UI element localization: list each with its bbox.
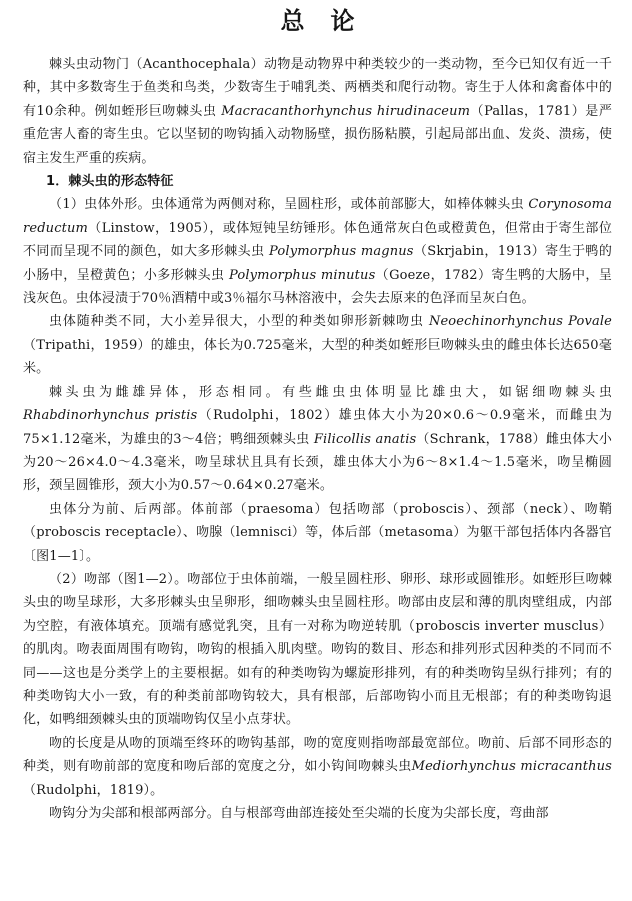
paragraph-proboscis-length (23, 732, 612, 802)
text-run: （Goeze，1782）寄生鸭的大肠中，呈浅灰色。虫体浸渍于70％酒精中或3％福尔马林溶液中，会失去原来的色泽而呈灰白色。 (23, 267, 612, 307)
text-run: （Pallas，1781）是严重危害人畜的寄生虫。它以坚韧的吻钩插入动物肠壁，损伤肠粘膜，引起局部出血、发炎、溃疡，使宿主发生严重的疾病。 (23, 103, 612, 166)
species-name: Corynosoma reductum (23, 197, 612, 236)
text-run: （1）虫体外形。虫体通常为两侧对称，呈圆柱形，或体前部膨大，如棒体棘头虫 (49, 197, 529, 213)
section-heading: 1．棘头虫的形态特征 (46, 174, 174, 190)
paragraph-body-shape (23, 193, 612, 310)
paragraph-hook-parts: 吻钩分为尖部和根部两部分。自与根部弯曲部连接处至尖端的长度为尖部长度，弯曲部 (49, 806, 549, 821)
text-run: 虫体随种类不同，大小差异很大，小型的种类如卵形新棘吻虫 (49, 314, 429, 330)
species-name: Rhabdinorhynchus pristis (23, 408, 198, 424)
paragraph-dioecious (23, 381, 612, 498)
page-title: 总论 (280, 7, 381, 35)
species-name: Macracanthorhynchus hirudinaceum (221, 103, 471, 119)
species-name: Polymorphus magnus (269, 244, 414, 260)
text-run: 棘头虫为雌雄异体，形态相同。有些雌虫虫体明显比雄虫大，如锯细吻棘头虫 (49, 384, 612, 400)
text-run: 吻的长度是从吻的顶端至终环的吻钩基部，吻的宽度则指吻部最宽部位。吻前、后部不同形态的种类，则有吻前部的宽度和吻后部的宽度之分，如小钩间吻棘头虫 (23, 735, 612, 775)
text-run: （Tripathi，1959）的雄虫，体长为0.725毫米，大型的种类如蛭形巨吻棘头虫的雌虫体长达650毫米。 (23, 337, 612, 377)
text-run: 棘头虫动物门（Acanthocephala）动物是动物界中种类较少的一类动物，至今已知仅有近一千种，其中多数寄生于鱼类和鸟类，少数寄生于哺乳类、两栖类和爬行动物。寄生于人体和禽畜体中的有10余种。例如蛭形巨吻棘头虫 (23, 57, 612, 119)
text-run: （Rudolphi，1819）。 (23, 782, 164, 798)
species-name: Neoechinorhynchus Povale (428, 314, 612, 330)
text-run: （Skrjabin，1913）寄生于鸭的小肠中，呈橙黄色；小多形棘头虫 (23, 244, 613, 283)
text-run: （Rudolphi，1802）雄虫体大小为20×0.6～0.9毫米，而雌虫为75×1.12毫米，为雄虫的3～4倍；鸭细颈棘头虫 (23, 408, 612, 447)
text-run: （Schrank，1788）雌虫体大小为20～26×4.0～4.3毫米，吻呈球状且具有长颈，雄虫体大小为6～8×1.4～1.5毫米，吻呈椭圆形，颈呈圆锥形，颈大小为0.57～0.64×0.27毫米。 (23, 431, 612, 494)
paragraph-body-parts: 虫体分为前、后两部。体前部（praesoma）包括吻部（proboscis）、颈部（neck）、吻鞘（proboscis receptacle）、吻腺（lemnisci）等，体后部（metasoma）为躯干部包括体内各器官〔图1—1〕。 (23, 501, 612, 564)
paragraph-proboscis: （2）吻部（图1—2）。吻部位于虫体前端，一般呈圆柱形、卵形、球形或圆锥形。如蛭形巨吻棘头虫的吻呈球形，大多形棘头虫呈卵形，细吻棘头虫呈圆柱形。吻部由皮层和薄的肌肉壁组成，内部为空腔，有液体填充。顶端有感觉乳突，且有一对称为吻逆转肌（proboscis inverter musclus）的肌肉。吻表面周围有吻钩，吻钩的根插入肌肉壁。吻钩的数目、形态和排列形式因种类的不同而不同——这也是分类学上的主要根据。如有的种类吻钩为螺旋形排列，有的种类吻钩呈纵行排列；有的种类吻钩大小一致，有的种类前部吻钩较大，具有根部，后部吻钩小而且无根部；有的种类吻钩退化，如鸭细颈棘头虫的顶端吻钩仅呈小点芽状。 (23, 571, 612, 728)
text-run: （Linstow，1905），或体短钝呈纺锤形。体色通常灰白色或橙黄色，但常由于寄生部位不同而呈现不同的颜色，如大多形棘头虫 (23, 220, 612, 260)
intro-paragraph (23, 53, 612, 170)
paragraph-body-size (23, 310, 612, 380)
species-name: Mediorhynchus micracanthus (411, 759, 612, 775)
species-name: Polymorphus minutus (228, 267, 376, 283)
species-name: Filicollis anatis (313, 431, 417, 447)
